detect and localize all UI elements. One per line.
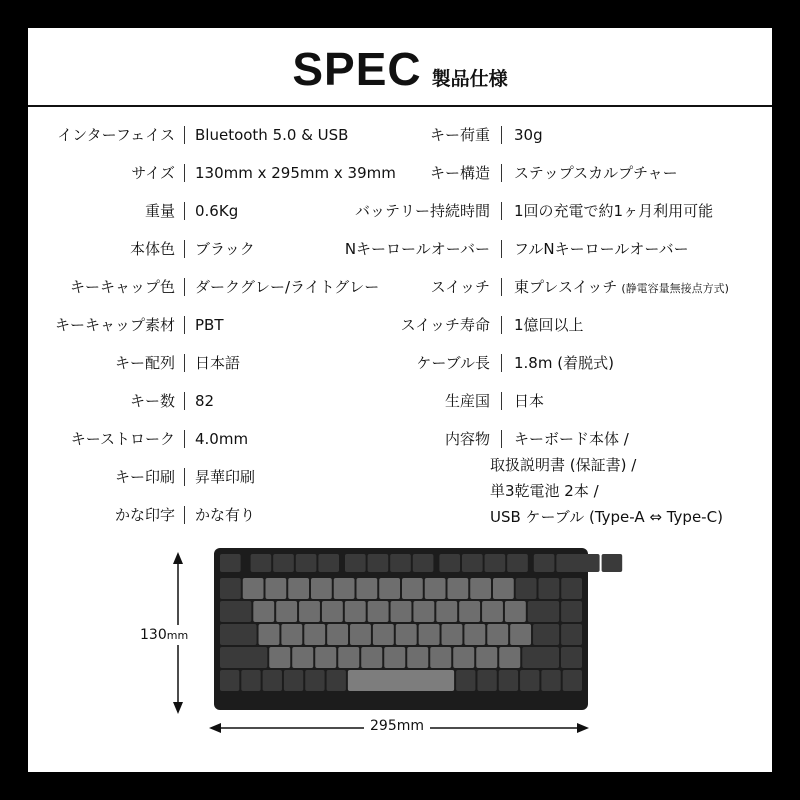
key [464, 624, 485, 645]
spec-label: 内容物 [444, 430, 490, 448]
key [561, 624, 582, 645]
spec-value-line: 単3乾電池 2本 / [490, 482, 599, 500]
spec-label: キーストローク [70, 430, 175, 448]
key [345, 554, 366, 572]
key [299, 601, 320, 622]
key [263, 670, 282, 691]
key [357, 578, 378, 599]
keyboard-illustration [28, 28, 772, 772]
spec-value-note: (静電容量無接点方式) [621, 282, 729, 295]
key [516, 578, 537, 599]
spec-label: キー配列 [114, 354, 175, 372]
key [350, 624, 371, 645]
key [327, 670, 346, 691]
key [338, 647, 359, 668]
width-value: 295mm [370, 718, 424, 734]
key [442, 624, 463, 645]
spec-value-text: かな有り [195, 506, 256, 524]
spec-value-text: 1回の充電で約1ヶ月利用可能 [514, 202, 714, 220]
spec-value-text: フルNキーロールオーバー [514, 240, 689, 258]
spec-label: スイッチ [430, 278, 490, 296]
spec-value-line: USB ケーブル (Type-A ⇔ Type-C) [490, 508, 723, 526]
spec-label: キー印刷 [114, 468, 175, 486]
key [533, 624, 559, 645]
spec-value-text: 東プレスイッチ [514, 278, 618, 296]
spec-value-text: 日本語 [195, 354, 241, 372]
key [269, 647, 290, 668]
key [220, 624, 257, 645]
key [292, 647, 313, 668]
spec-label: かな印字 [114, 506, 175, 524]
spec-value-text: PBT [195, 316, 224, 334]
key [413, 554, 434, 572]
key [563, 670, 582, 691]
key [561, 647, 582, 668]
key [453, 647, 474, 668]
spec-label: バッテリー持続時間 [354, 202, 490, 220]
key [241, 670, 260, 691]
key [220, 578, 241, 599]
spec-value-text: 4.0mm [195, 430, 249, 448]
spec-value-text: 1億回以上 [514, 316, 584, 334]
spec-value-text: ブラック [195, 240, 255, 258]
key [220, 670, 239, 691]
key [345, 601, 366, 622]
key [510, 624, 531, 645]
key [391, 601, 412, 622]
key [288, 578, 309, 599]
key [499, 670, 518, 691]
key [305, 670, 324, 691]
key [419, 624, 440, 645]
key [476, 647, 497, 668]
spacebar-key [348, 670, 454, 691]
key [539, 578, 560, 599]
key [528, 601, 559, 622]
spec-value-text: Bluetooth 5.0 & USB [195, 126, 349, 144]
spec-label: インターフェイス [57, 126, 175, 144]
key [522, 647, 559, 668]
key [276, 601, 297, 622]
spec-label: ケーブル長 [416, 354, 490, 372]
spec-value-text: 日本 [514, 392, 545, 410]
key [284, 670, 303, 691]
spec-value-text: ステップスカルプチャー [514, 164, 678, 182]
key [384, 647, 405, 668]
key [327, 624, 348, 645]
spec-label: キー構造 [429, 164, 490, 182]
spec-value-line: 取扱説明書 (保証書) / [490, 456, 637, 474]
key [462, 554, 483, 572]
spec-value-text: 30g [514, 126, 543, 144]
key [407, 647, 428, 668]
key [390, 554, 411, 572]
key [266, 578, 287, 599]
key [430, 647, 451, 668]
spec-label: キー数 [129, 392, 175, 410]
spec-value-text: 1.8m (着脱式) [514, 354, 614, 372]
key [507, 554, 528, 572]
spec-sheet [28, 28, 772, 772]
key [477, 670, 496, 691]
spec-label: スイッチ寿命 [400, 316, 490, 334]
spec-label: Nキーロールオーバー [344, 240, 490, 258]
key [602, 554, 623, 572]
spec-value-text: 82 [195, 392, 215, 410]
key [396, 624, 417, 645]
key [259, 624, 280, 645]
key [379, 578, 400, 599]
title-main: SPEC [292, 43, 422, 95]
spec-label: キー荷重 [429, 126, 490, 144]
spec-value-text: ダークグレー/ライトグレー [195, 278, 380, 296]
key [334, 578, 355, 599]
key [520, 670, 539, 691]
key [439, 554, 460, 572]
key [281, 624, 302, 645]
key [413, 601, 434, 622]
key [456, 670, 475, 691]
key [220, 554, 241, 572]
key [304, 624, 325, 645]
height-unit: mm [166, 629, 189, 642]
height-value: 130 [140, 627, 167, 643]
key [579, 554, 600, 572]
spec-label: サイズ [131, 164, 175, 182]
key [561, 601, 582, 622]
key [482, 601, 503, 622]
spec-value-text: キーボード本体 / [514, 430, 629, 448]
key [311, 578, 332, 599]
key [243, 578, 264, 599]
spec-label: 本体色 [129, 240, 175, 258]
key [561, 578, 582, 599]
key [448, 578, 469, 599]
key [318, 554, 339, 572]
spec-value-text: 昇華印刷 [195, 468, 256, 486]
key [402, 578, 423, 599]
spec-label: キーキャップ素材 [54, 316, 175, 334]
height-label [140, 625, 188, 645]
key [368, 554, 389, 572]
key [499, 647, 520, 668]
key [505, 601, 526, 622]
key [541, 670, 560, 691]
key [368, 601, 389, 622]
spec-value-text: 0.6Kg [195, 202, 239, 220]
key [361, 647, 382, 668]
spec-label: 重量 [144, 202, 175, 220]
key [273, 554, 294, 572]
key [534, 554, 555, 572]
key [487, 624, 508, 645]
spec-label: 生産国 [444, 392, 490, 410]
key [425, 578, 446, 599]
key [485, 554, 506, 572]
key [315, 647, 336, 668]
key [296, 554, 317, 572]
spec-value-text: 130mm x 295mm x 39mm [195, 164, 396, 182]
key [322, 601, 343, 622]
key [561, 554, 582, 572]
key [253, 601, 274, 622]
title-sub: 製品仕様 [431, 68, 508, 90]
key [470, 578, 491, 599]
key [459, 601, 480, 622]
key [373, 624, 394, 645]
key [436, 601, 457, 622]
spec-label: キーキャップ色 [69, 278, 175, 296]
width-label [364, 718, 430, 734]
key [251, 554, 272, 572]
key [220, 647, 267, 668]
key [220, 601, 251, 622]
key [493, 578, 514, 599]
